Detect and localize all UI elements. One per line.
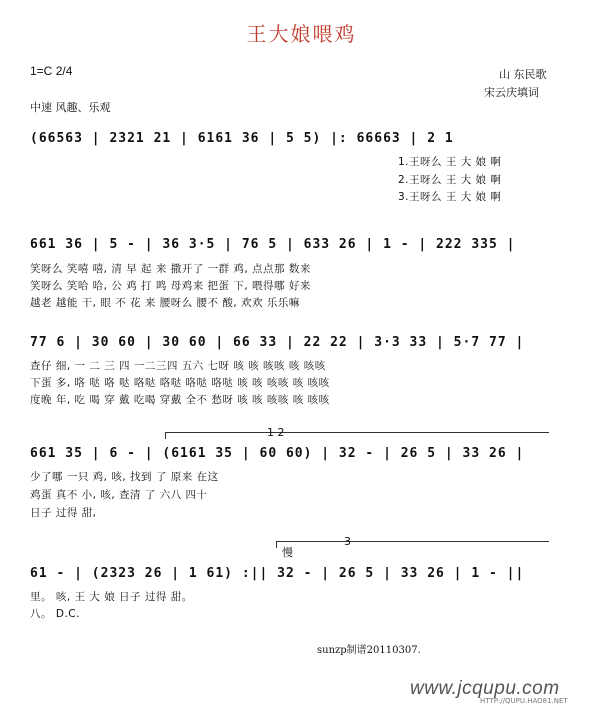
origin-credit: 山 东民歌: [499, 68, 547, 81]
music-line-4: 661 35 | 6 - | (6161 35 | 60 60) | 32 - | 26 5 | 33 26 |: [30, 446, 525, 461]
lyric-line-4-1: 少了哪 一只 鸡, 咳, 找到 了 原来 在这: [30, 471, 219, 483]
page-title: 王大娘喂鸡: [246, 22, 357, 46]
meter-label: 2/4: [55, 64, 73, 78]
music-line-1: (66563 | 2321 21 | 6161 36 | 5 5) |: 66663 | 2 1: [30, 131, 454, 146]
lyric-line-2-3: 越老 越能 干, 眼 不 花 来 腰呀么 腰不 酸, 欢欢 乐乐嘛: [30, 297, 300, 309]
music-line-5: 61 - | (2323 26 | 1 61) :|| 32 - | 26 5 | 33 26 | 1 - ||: [30, 566, 525, 581]
lyric-line-1-1: 1.王呀么 王 大 娘 啊: [398, 156, 502, 168]
volta-bracket-3: [276, 541, 549, 548]
lyric-line-4-2: 鸡蛋 真不 小, 咳, 查清 了 六八 四十: [30, 489, 208, 501]
key-label: 1=C: [30, 64, 53, 78]
volta-label-1-2: 1 2: [267, 426, 285, 439]
lyric-line-4-3: 日子 过得 甜,: [30, 507, 97, 519]
transcriber-signature: sunzp制谱20110307.: [317, 645, 421, 656]
lyric-line-1-3: 3.王呀么 王 大 娘 啊: [398, 191, 502, 203]
site-watermark-small: HTTP://QUPU.HAO81.NET: [480, 697, 568, 705]
lyric-line-3-2: 下蛋 多, 咯 哒 咯 哒 咯哒 咯哒 咯哒 咯哒 咳 咳 咳咳 咳 咳咳: [30, 377, 330, 389]
lyric-line-5-2: 八。 D.C.: [30, 608, 80, 620]
volta-label-3: 3: [344, 535, 351, 548]
lyric-line-5-1: 里。 咳, 王 大 娘 日子 过得 甜。: [30, 591, 193, 603]
key-signature: [30, 64, 72, 78]
rit-marking: 慢: [282, 546, 293, 559]
lyric-line-2-1: 笑呀么 笑嘻 嘻, 清 早 起 来 撒开了 一群 鸡, 点点那 数来: [30, 263, 311, 275]
lyricist-credit: 宋云庆填词: [484, 86, 539, 99]
lyric-line-2-2: 笑呀么 笑哈 哈, 公 鸡 打 鸣 母鸡来 把蛋 下, 喂得哪 好来: [30, 280, 311, 292]
music-line-2: 661 36 | 5 - | 36 3·5 | 76 5 | 633 26 | 1 - | 222 335 |: [30, 237, 516, 252]
volta-bracket-1-2: [165, 432, 549, 439]
lyric-line-3-1: 查仔 细, 一 二 三 四 一二三四 五六 七呀 咳 咳 咳咳 咳 咳咳: [30, 360, 326, 372]
tempo-marking: 中速 风趣、乐观: [30, 101, 111, 114]
lyric-line-3-3: 度晚 年, 吃 喝 穿 戴 吃喝 穿戴 全不 愁呀 咳 咳 咳咳 咳 咳咳: [30, 394, 330, 406]
music-line-3: 77 6 | 30 60 | 30 60 | 66 33 | 22 22 | 3·3 33 | 5·7 77 |: [30, 335, 525, 350]
site-watermark: www.jcqupu.com: [410, 678, 560, 699]
lyric-line-1-2: 2.王呀么 王 大 娘 啊: [398, 174, 502, 186]
